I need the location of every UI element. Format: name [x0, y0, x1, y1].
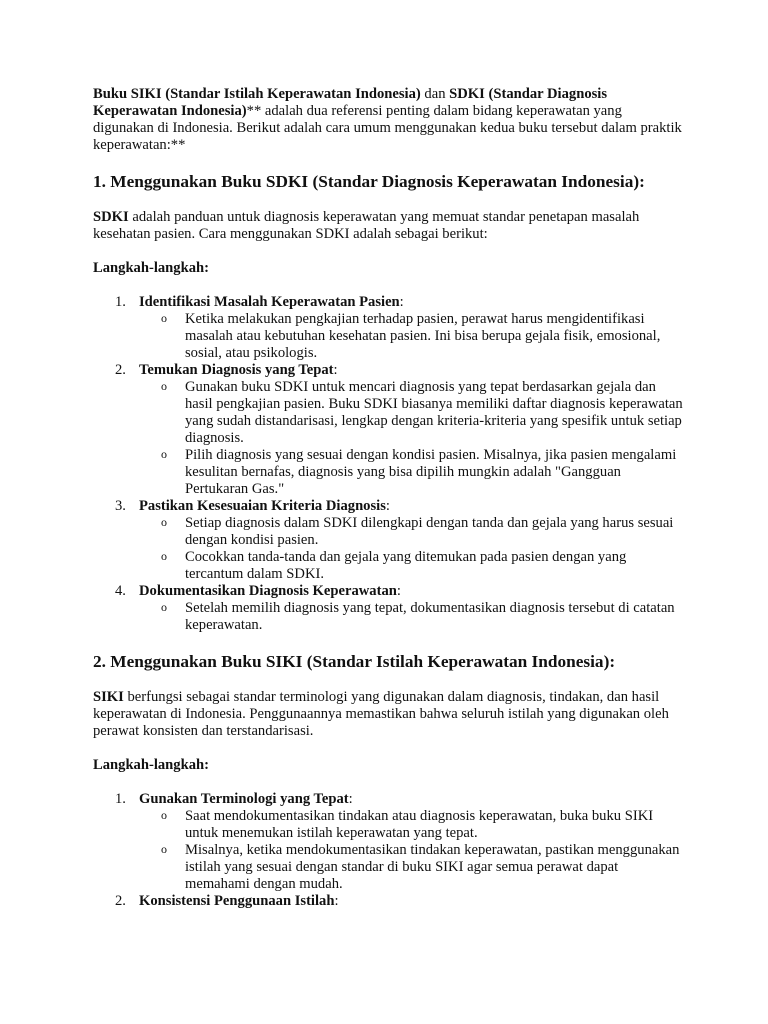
intro-connector: dan — [420, 86, 450, 102]
bullet-icon: o — [161, 515, 167, 529]
sub-item-text: Saat mendokumentasikan tindakan atau diagnosis keperawatan, buka buku SIKI untuk menemukan istilah keperawatan yang tepat. — [185, 808, 654, 841]
sub-item-text: Ketika melakukan pengkajian terhadap pasien, perawat harus mengidentifikasi masalah atau kebutuhan kesehatan pasien. Ini bisa berupa gejala fisik, emosional, sosial, atau psikologis. — [185, 311, 661, 361]
step-title: Identifikasi Masalah Keperawatan Pasien — [139, 294, 400, 310]
section1-lead-bold: SDKI — [93, 209, 129, 225]
step-number: 2. — [115, 893, 126, 909]
step-sublist — [139, 600, 683, 634]
sub-item-text: Gunakan buku SDKI untuk mencari diagnosis yang tepat berdasarkan gejala dan hasil pengkajian pasien. Buku SDKI biasanya memiliki daftar diagnosis keperawatan yang sudah distandarisasi, lengkap dengan kriteria-kriteria yang spesifik untuk setiap diagnosis. — [185, 379, 683, 446]
sub-item-text: Setiap diagnosis dalam SDKI dilengkapi dengan tanda dan gejala yang harus sesuai dengan kondisi pasien. — [185, 515, 674, 548]
sub-item — [139, 515, 683, 549]
sub-item-text: Misalnya, ketika mendokumentasikan tindakan keperawatan, pastikan menggunakan istilah yang sesuai dengan standar di buku SIKI agar semua perawat dapat memahami dengan mudah. — [185, 842, 680, 892]
section2-steps-label: Langkah-langkah: — [93, 757, 209, 773]
bullet-icon: o — [161, 600, 167, 614]
sub-item — [139, 600, 683, 634]
bullet-icon: o — [161, 379, 167, 393]
sub-item-text: Setelah memilih diagnosis yang tepat, dokumentasikan diagnosis tersebut di catatan keperawatan. — [185, 600, 675, 633]
step-colon: : — [396, 583, 401, 599]
section2-steps-list — [93, 791, 683, 910]
step-number: 1. — [115, 791, 126, 807]
section1-steps-list — [93, 294, 683, 634]
step-sublist — [139, 311, 683, 362]
sub-item — [139, 842, 683, 893]
step-number: 2. — [115, 362, 126, 378]
step-colon: : — [348, 791, 353, 807]
section1-step-4 — [93, 583, 683, 634]
bullet-icon: o — [161, 311, 167, 325]
section2-step-1 — [93, 791, 683, 893]
step-number: 3. — [115, 498, 126, 514]
bullet-icon: o — [161, 549, 167, 563]
section2-lead-bold: SIKI — [93, 689, 124, 705]
step-colon: : — [399, 294, 404, 310]
section1-lead-text: adalah panduan untuk diagnosis keperawatan yang memuat standar penetapan masalah kesehatan pasien. Cara menggunakan SDKI adalah sebagai berikut: — [93, 209, 640, 242]
step-number: 4. — [115, 583, 126, 599]
step-title: Gunakan Terminologi yang Tepat — [139, 791, 349, 807]
intro-paragraph — [93, 86, 683, 154]
step-title: Konsistensi Penggunaan Istilah — [139, 893, 335, 909]
step-sublist — [139, 515, 683, 583]
sub-item — [139, 311, 683, 362]
sub-item — [139, 447, 683, 498]
sub-item — [139, 549, 683, 583]
bullet-icon: o — [161, 808, 167, 822]
document-page — [93, 86, 683, 910]
intro-sdki-bold: SDKI (Standar Diagnosis Keperawatan Indonesia) — [93, 86, 608, 119]
section1-step-3 — [93, 498, 683, 583]
section2-lead — [93, 689, 683, 740]
section1-heading: 1. Menggunakan Buku SDKI (Standar Diagnosis Keperawatan Indonesia): — [93, 172, 645, 191]
section1-step-1 — [93, 294, 683, 362]
intro-text: ** adalah dua referensi penting dalam bidang keperawatan yang digunakan di Indonesia. Berikut adalah cara umum menggunakan kedua buku tersebut dalam praktik keperawatan:** — [93, 103, 682, 153]
section2-heading: 2. Menggunakan Buku SIKI (Standar Istilah Keperawatan Indonesia): — [93, 652, 616, 671]
sub-item-text: Cocokkan tanda-tanda dan gejala yang ditemukan pada pasien dengan yang tercantum dalam SDKI. — [185, 549, 627, 582]
sub-item-text: Pilih diagnosis yang sesuai dengan kondisi pasien. Misalnya, jika pasien mengalami kesulitan bernafas, diagnosis yang bisa dipilih mungkin adalah "Gangguan Pertukaran Gas." — [185, 447, 677, 497]
section2-step-2 — [93, 893, 683, 910]
intro-siki-bold: Buku SIKI (Standar Istilah Keperawatan Indonesia) — [93, 86, 421, 102]
step-colon: : — [385, 498, 390, 514]
section1-step-2 — [93, 362, 683, 498]
step-title: Pastikan Kesesuaian Kriteria Diagnosis — [139, 498, 386, 514]
section1-steps-label: Langkah-langkah: — [93, 260, 209, 276]
step-title: Temukan Diagnosis yang Tepat — [139, 362, 334, 378]
step-title: Dokumentasikan Diagnosis Keperawatan — [139, 583, 397, 599]
step-number: 1. — [115, 294, 126, 310]
bullet-icon: o — [161, 842, 167, 856]
step-colon: : — [333, 362, 338, 378]
step-colon: : — [334, 893, 339, 909]
bullet-icon: o — [161, 447, 167, 461]
step-sublist — [139, 808, 683, 893]
sub-item — [139, 379, 683, 447]
section-spacer — [93, 634, 683, 652]
sub-item — [139, 808, 683, 842]
step-sublist — [139, 379, 683, 498]
section2-lead-text: berfungsi sebagai standar terminologi yang digunakan dalam diagnosis, tindakan, dan hasil keperawatan di Indonesia. Penggunaannya memastikan bahwa seluruh istilah yang digunakan oleh perawat konsisten dan terstandarisasi. — [93, 689, 669, 739]
section1-lead — [93, 209, 683, 243]
